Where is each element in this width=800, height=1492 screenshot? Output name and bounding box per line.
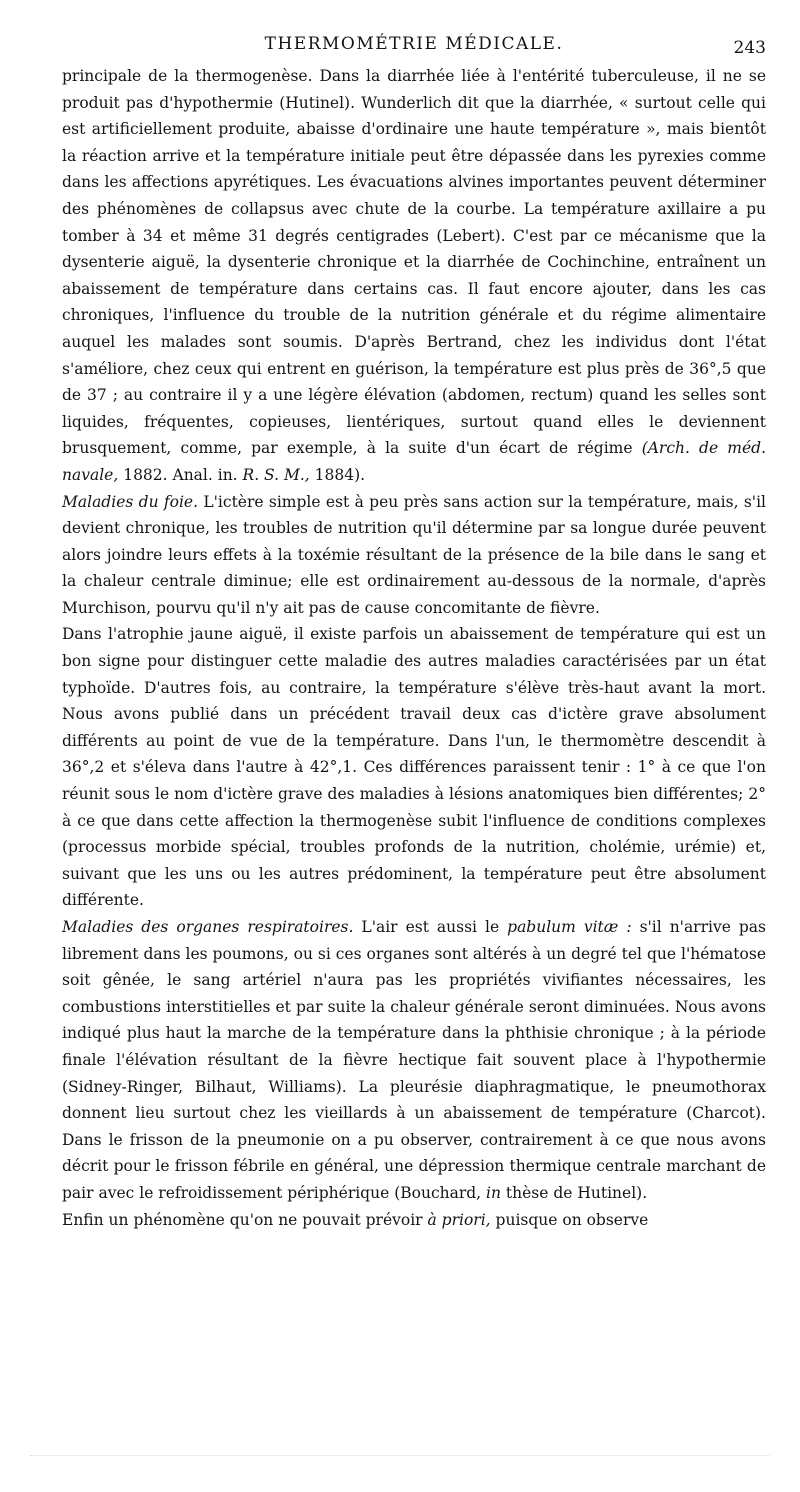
body-text	[62, 63, 766, 1233]
paragraph-diarrhee: principale de la thermogenèse. Dans la diarrhée liée à l'entérité tuberculeuse, il ne se produit pas d'hypothermie (Hutinel). Wunderlich dit que la diarrhée, « surtout celle qui est artificiellement produite, abaisse d'ordinaire une haute température », mais bientôt la réaction arrive et la température initiale peut être dépassée dans les pyrexies comme dans les affections apyrétiques. Les évacuations alvines importantes peuvent déterminer des phénomènes de collapsus avec chute de la courbe. La température axillaire a pu tomber à 34 et même 31 degrés centigrades (Lebert). C'est par ce mécanisme que la dysenterie aiguë, la dysenterie chronique et la diarrhée de Cochinchine, entraînent un abaissement de température dans certains cas. Il faut encore ajouter, dans les cas chroniques, l'influence du trouble de la nutrition générale et du régime alimentaire auquel les malades sont soumis. D'après Bertrand, chez les individus dont l'état s'améliore, chez ceux qui entrent en guérison, la température est plus près de 36°,5 que de 37 ; au contraire il y a une légère élévation (abdomen, rectum) quand les selles sont liquides, fréquentes, copieuses, lientériques, surtout quand elles le deviennent brusquement, comme, par exemple, à la suite d'un écart de régime (Arch. de méd. navale, 1882. Anal. in. R. S. M., 1884).	[62, 67, 767, 484]
section-heading-foie: Maladies du foie.	[62, 492, 199, 511]
page-number: 243	[733, 38, 766, 58]
paragraph-atrophie-jaune: Dans l'atrophie jaune aiguë, il existe parfois un abaissement de température qui est un bon signe pour distinguer cette maladie des autres maladies caractérisées par un état typhoïde. D'autres fois, au contraire, la température s'élève très-haut avant la mort. Nous avons publié dans un précédent travail deux cas d'ictère grave absolument différents au point de vue de la température. Dans l'un, le thermomètre descendit à 36°,2 et s'éleva dans l'autre à 42°,1. Ces différences paraissent tenir : 1° à ce que l'on réunit sous le nom d'ictère grave des maladies à lésions anatomiques bien différentes; 2° à ce que dans cette affection la thermogenèse subit l'influence de conditions complexes (processus morbide spécial, troubles profonds de la nutrition, cholémie, urémie) et, suivant que les uns ou les autres prédominent, la température peut être absolument différente.	[62, 625, 766, 910]
section-heading-respiratoires: Maladies des organes respiratoires.	[62, 918, 354, 936]
paragraph-enfin: Enfin un phénomène qu'on ne pouvait prévoir à priori, puisque on observe	[62, 1210, 649, 1229]
page-header	[62, 30, 766, 60]
paragraph-organes-respiratoires: Maladies des organes respiratoires. L'air est aussi le pabulum vitæ : s'il n'arrive pas librement dans les poumons, ou si ces organes sont altérés à un degré tel que l'hématose soit gênée, le sang artériel n'aura pas les propriétés vivifiantes nécessaires, les combustions interstitielles et par suite la chaleur générale seront diminuées. Nous avons indiqué plus haut la marche de la température dans la phthisie chronique ; à la période finale l'élévation résultant de la fièvre hectique fait souvent place à l'hypothermie (Sidney-Ringer, Bilhaut, Williams). La pleurésie diaphragmatique, le pneumothorax donnent lieu surtout chez les vieillards à un abaissement de température (Charcot). Dans le frisson de la pneumonie on a pu observer, contrairement à ce que nous avons décrit pour le frisson fébrile en général, une dépression thermique centrale marchant de pair avec le refroidissement périphérique (Bouchard, in thèse de Hutinel).	[62, 918, 767, 1202]
paragraph-maladies-du-foie: Maladies du foie. L'ictère simple est à peu près sans action sur la température, mais, s'il devient chronique, les troubles de nutrition qu'il détermine par sa longue durée peuvent alors joindre leurs effets à la toxémie résultant de la présence de la bile dans le sang et la chaleur centrale diminue; elle est ordinairement au-dessous de la normale, d'après Murchison, pourvu qu'il n'y ait pas de cause concomitante de fièvre.	[62, 492, 766, 617]
page-bottom-rule	[30, 1455, 770, 1466]
running-title: THERMOMÉTRIE MÉDICALE.	[264, 34, 564, 54]
